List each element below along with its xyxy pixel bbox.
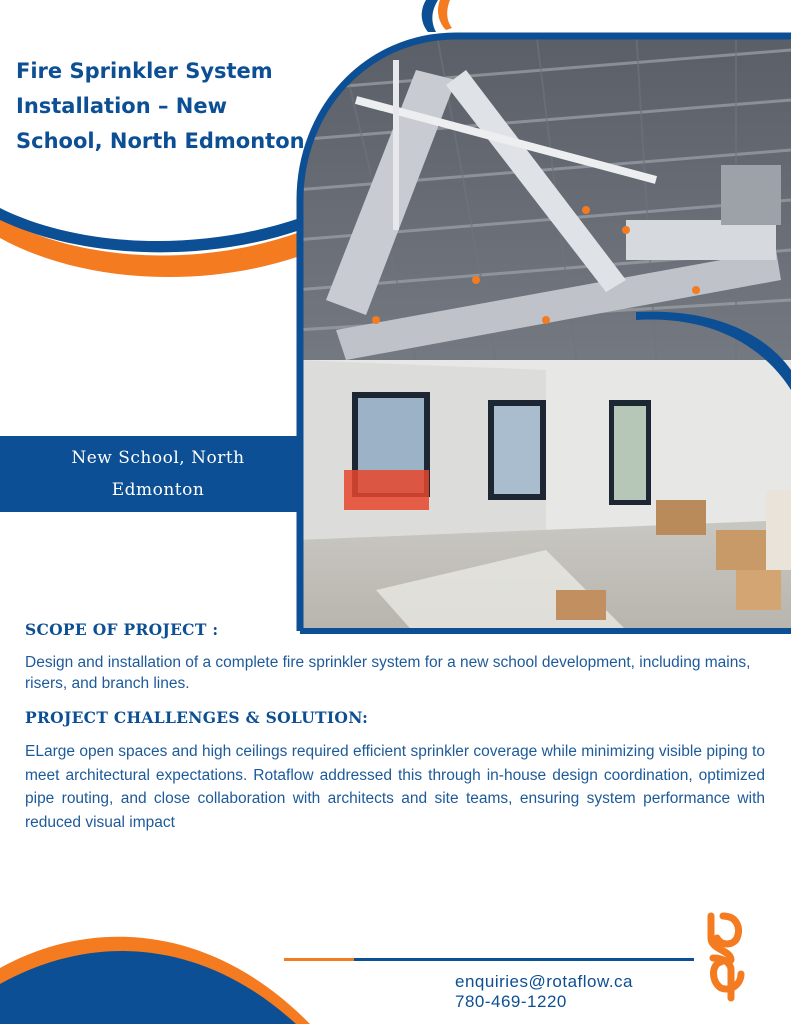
rotaflow-logo-icon [703,912,751,1004]
page-title: Fire Sprinkler System Installation – New School, North Edmonton [16,59,305,153]
project-photo [296,30,791,635]
scope-heading: SCOPE OF PROJECT : [25,620,219,639]
location-label: New School, North Edmonton [71,448,245,500]
scope-text: Design and installation of a complete fire sprinkler system for a new school development, including mains, risers, and branch lines. [25,654,751,692]
challenges-heading: PROJECT CHALLENGES & SOLUTION: [25,708,369,727]
contact-phone[interactable]: 780-469-1220 [455,992,567,1011]
footer-divider [284,958,694,961]
challenges-text: ELarge open spaces and high ceilings required efficient sprinkler coverage while minimizing visible piping to meet architectural expectations. Rotaflow addressed this through in-house design coordination, optimized pipe routing, and close collaboration with architects and site teams, ensuring system performance with reduced visual impact [25,743,765,831]
contact-email[interactable]: enquiries@rotaflow.ca [455,972,634,991]
